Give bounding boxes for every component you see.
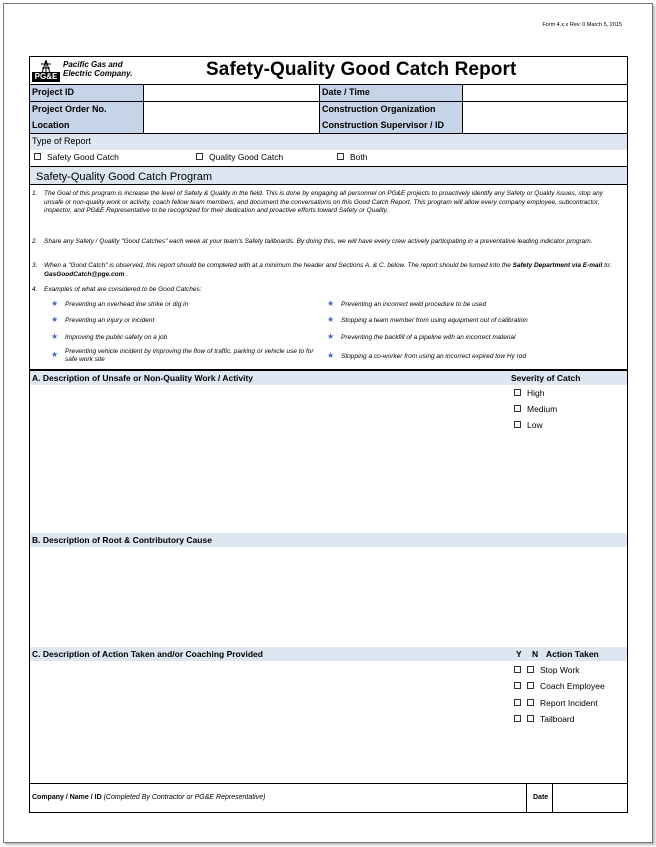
program-title: Safety-Quality Good Catch Program (36, 171, 213, 183)
option-safety-good-catch[interactable]: Safety Good Catch (34, 152, 119, 162)
divider (30, 101, 627, 102)
option-both[interactable]: Both (337, 152, 368, 162)
severity-medium[interactable]: Medium (514, 404, 557, 414)
no-checkbox[interactable] (527, 682, 534, 689)
example-left-3: ★ Improving the public safety on a job (51, 332, 168, 341)
divider (143, 85, 144, 133)
form-header (30, 57, 627, 85)
project-order-label: Project Order No. (32, 104, 107, 114)
star-icon: ★ (51, 315, 59, 324)
example-left-2: ★ Preventing an injury or incident (51, 315, 155, 324)
severity-low[interactable]: Low (514, 420, 543, 430)
pge-logo-text: PG&E (32, 72, 60, 82)
no-checkbox[interactable] (527, 715, 534, 722)
checkbox[interactable] (514, 389, 521, 396)
checkbox[interactable] (337, 153, 344, 160)
section-c-textarea[interactable] (30, 661, 510, 783)
yes-checkbox[interactable] (514, 699, 521, 706)
severity-label: Severity of Catch (511, 373, 581, 383)
star-icon: ★ (327, 332, 335, 341)
yes-checkbox[interactable] (514, 666, 521, 673)
star-icon: ★ (327, 299, 335, 308)
construction-org-label: Construction Organization (322, 104, 436, 114)
construction-field[interactable] (463, 102, 627, 133)
action-coach-employee: Coach Employee (514, 681, 605, 691)
section-a-header: A. Description of Unsafe or Non-Quality Work / Activity (30, 371, 627, 385)
date-field[interactable] (553, 784, 627, 812)
yes-checkbox[interactable] (514, 715, 521, 722)
example-left-1: ★ Preventing an overhead line strike or dig in (51, 299, 189, 308)
date-time-label: Date / Time (320, 85, 462, 101)
divider (30, 184, 627, 185)
checkbox[interactable] (196, 153, 203, 160)
yes-column-label: Y (516, 649, 522, 659)
form-number: Form 4.x.x Rev. 0 March 5, 2015 (542, 22, 622, 28)
star-icon: ★ (327, 315, 335, 324)
type-of-report-label: Type of Report (30, 134, 627, 150)
program-item-4: 4. Examples of what are considered to be Good Catches: (32, 286, 202, 293)
location-label: Location (32, 120, 70, 130)
action-taken-label: Action Taken (546, 649, 599, 659)
date-label: Date (533, 794, 549, 801)
section-b-textarea[interactable] (30, 547, 627, 647)
star-icon: ★ (51, 350, 59, 359)
checkbox[interactable] (34, 153, 41, 160)
company-name-id-label: Company / Name / ID (Completed By Contractor or PG&E Representative) (32, 794, 266, 801)
star-icon: ★ (51, 299, 59, 308)
no-checkbox[interactable] (527, 699, 534, 706)
divider (462, 85, 463, 133)
example-right-3: ★ Preventing the backfill of a pipeline with an incorrect material (327, 332, 516, 341)
example-left-4: ★ Preventing vehicle incident by improving the flow of traffic, parking or vehicle use to for safe work site (51, 348, 314, 363)
section-b-header: B. Description of Root & Contributory Cause (30, 533, 627, 547)
example-right-1: ★ Preventing an incorrect weld procedure to be used (327, 299, 487, 308)
page-title: Safety-Quality Good Catch Report (206, 59, 517, 80)
star-icon: ★ (327, 351, 335, 360)
project-order-field[interactable] (144, 102, 319, 133)
example-right-4: ★ Stopping a co-worker from using an incorrect expired low Hy rod (327, 351, 526, 360)
report-form (29, 56, 628, 813)
project-id-field[interactable] (144, 85, 319, 101)
star-icon: ★ (51, 332, 59, 341)
program-item-3: 3. When a "Good Catch" is observed, this report should be completed with at a minimum the header and Sections A. & C. below. The report should be turned into the Safety Department via E-mail to: GasGoodCatch@pge.com . (32, 262, 612, 278)
construction-supervisor-label: Construction Supervisor / ID (322, 120, 445, 130)
project-id-label: Project ID (30, 85, 143, 101)
divider (319, 85, 320, 133)
yes-checkbox[interactable] (514, 682, 521, 689)
no-column-label: N (532, 649, 539, 659)
pge-logo (32, 59, 150, 82)
action-stop-work: Stop Work (514, 665, 580, 675)
section-a-textarea[interactable] (30, 387, 510, 533)
pge-logo-mark (32, 59, 60, 82)
date-time-field[interactable] (463, 85, 627, 101)
option-quality-good-catch[interactable]: Quality Good Catch (196, 152, 283, 162)
program-item-1: 1. The Goal of this program is increase the level of Safety & Quality in the field. This is done by engaging all personnel on PG&E projects to proactively identify any Safety or Quality issues, stop any unsafe or non-quality work or activity, coach fellow team members, and document the conversations on this Good Catch Report. This program will allow every company employee, subcontractor, inspector, and PG&E Representative to be recognized for their dedication and proactive efforts toward Safety or Quality. (32, 190, 603, 214)
severity-high[interactable]: High (514, 388, 544, 398)
action-report-incident: Report Incident (514, 698, 598, 708)
checkbox[interactable] (514, 421, 521, 428)
company-name-id-field[interactable] (30, 784, 526, 812)
section-c-header: C. Description of Action Taken and/or Coaching Provided (30, 647, 627, 661)
action-tailboard: Tailboard (514, 714, 575, 724)
divider (526, 784, 527, 812)
example-right-2: ★ Stopping a team member from using equipment out of calibration (327, 315, 528, 324)
no-checkbox[interactable] (527, 666, 534, 673)
company-name: Pacific Gas and Electric Company. (63, 60, 133, 78)
program-item-2: 2. Share any Safety / Quality "Good Catches" each week at your team's Safety tailboards. By doing this, we will have every crew actively participating in a preventative leading indicator program. (32, 238, 593, 245)
checkbox[interactable] (514, 405, 521, 412)
